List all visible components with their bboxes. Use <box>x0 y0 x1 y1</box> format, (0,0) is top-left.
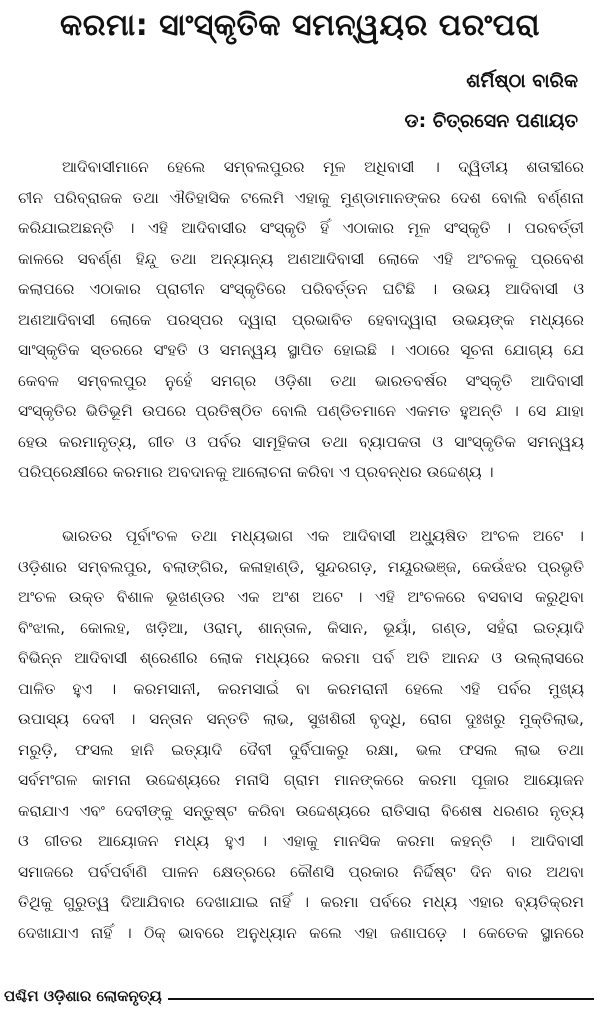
footer-rule <box>168 998 594 1000</box>
coauthor-name: ଡ: ଚିତ୍ରସେନ ପଣାୟତ <box>404 110 578 132</box>
text-line: ବିଂଝାଲ, କୋଲହ, ଖଡ଼ିଆ, ଓରାମ୍, ଶାନ୍ତାଳ, କିସାନ, ଭୂୟାଁ, ଗଣ୍ଡ, ସହଁରା ଇତ୍ୟାଦି <box>18 618 584 637</box>
article-title: କରମା: ସାଂସ୍କୃତିକ ସମନ୍ୱୟର ପରଂପରା <box>60 8 540 43</box>
text-line: ଭାରତର ପୂର୍ବାଂଚଳ ତଥା ମଧ୍ୟଭାଗ ଏକ ଆଦିବାସୀ ଅଧ୍ୟୁଷିତ ଅଂଚଳ ଅଟେ । <box>62 527 584 545</box>
text-line: କଲାପରେ ଏଠାକାର ପ୍ରାଚୀନ ସଂସ୍କୃତିରେ ପରିବର୍ତ୍ତନ ଘଟିଛି । ଉଭୟ ଆଦିବାସୀ ଓ <box>18 280 584 298</box>
text-line: ସମାଜରେ ପର୍ବପର୍ବାଣି ପାଳନ କ୍ଷେତ୍ରରେ କୌଣସି ପ୍ରକାର ନିର୍ଦ୍ଦିଷ୍ଟ ଦିନ ବାର ଅଥବା <box>18 862 584 881</box>
text-line: ଆଦିବାସୀମାନେ ହେଲେ ସମ୍ବଲପୁରର ମୂଳ ଅଧିବାସୀ । ଦ୍ୱିତୀୟ ଶତାବ୍ଦୀରେ <box>62 158 584 176</box>
text-line: ପାଳିତ ହୁଏ । କରମସାନୀ, କରମସାଇଁ ବା କରମରାନୀ ହେଲେ ଏହି ପର୍ବର ମୁଖ୍ୟ <box>18 679 584 698</box>
text-line: ବିଭିନ୍ନ ଆଦିବାସୀ ଶ୍ରେଣୀର ଲୋକ ମଧ୍ୟରେ କରମା ପର୍ବ ଅତି ଆନନ୍ଦ ଓ ଉଲ୍ଲାସରେ <box>18 649 584 667</box>
text-line: କେବଳ ସମ୍ବଲପୁର ନୁହେଁ ସମଗ୍ର ଓଡ଼ିଶା ତଥା ଭାରତବର୍ଷର ସଂସ୍କୃତି ଆଦିବାସୀ <box>18 371 584 390</box>
text-line: ସଂସ୍କୃତିର ଭିତିଭୂମି ଉପରେ ପ୍ରତିଷ୍ଠିତ ବୋଲି ପଣ୍ଡିତମାନେ ଏକମତ ହୁଅନ୍ତି । ସେ ଯାହା <box>18 402 584 420</box>
text-line: କାଳରେ ସବର୍ଣ୍ଣ ହିନ୍ଦୁ ତଥା ଅନ୍ୟାନ୍ୟ ଅଣଆଦିବାସୀ ଲୋକେ ଏହି ଅଂଚଳକୁ ପ୍ରବେଶ <box>18 249 584 268</box>
footer-text: ପଶ୍ଚିମ ଓଡ଼ିଶାର ଲୋକନୃତ୍ୟ <box>4 987 162 1005</box>
running-footer <box>4 981 594 1011</box>
text-line: ଉପାସ୍ୟ ଦେବୀ । ସନ୍ତାନ ସନ୍ତତି ଲାଭ, ସୁଖଶିରୀ ବୃଦ୍ଧି, ରୋଗ ଦୁଃଖରୁ ମୁକ୍ତିଲାଭ, <box>18 710 584 728</box>
text-line: ପରିପ୍ରେକ୍ଷୀରେ କରମାର ଅବଦାନକୁ ଆଲୋଚନା କରିବା ଏ ପ୍ରବନ୍ଧର ଉଦ୍ଦେଶ୍ୟ । <box>18 463 494 481</box>
text-line: ଓଡ଼ିଶାର ସମ୍ବଲପୁର, ବଲାଙ୍ଗିର, କଳାହାଣ୍ଡି, ସୁନ୍ଦରଗଡ଼, ମୟୂରଭଞ୍ଜ, କେଉଁଝର ପ୍ରଭୃତି <box>18 557 584 576</box>
text-line: ଚୀନ ପରିବ୍ରାଜକ ତଥା ଐତିହାସିକ ଟଲେମି ଏହାକୁ ମୁଣ୍ଡାମାନଙ୍କର ଦେଶ ବୋଲି ବର୍ଣ୍ଣନା <box>18 188 584 207</box>
author-name: ଶର୍ମିଷ୍ଠା ବାରିକ <box>466 70 578 92</box>
text-line: ଓ ଗୀତର ଆୟୋଜନ ମଧ୍ୟ ହୁଏ । ଏହାକୁ ମାନସିକ କରମା କହନ୍ତି । ଆଦିବାସୀ <box>18 832 584 850</box>
text-line: ଅଂଚଳ ଉକ୍ତ ବିଶାଳ ଭୂଖଣ୍ଡର ଏକ ଅଂଶ ଅଟେ । ଏହି ଅଂଚଳରେ ବସବାସ କରୁଥିବା <box>18 588 584 606</box>
text-line: କରାଯାଏ ଏବଂ ଦେବୀଙ୍କୁ ସନ୍ତୁଷ୍ଟ କରିବା ଉଦ୍ଦେଶ୍ୟରେ ରାତିସାରା ବିଶେଷ ଧରଣର ନୃତ୍ୟ <box>18 801 584 820</box>
paragraph-2 <box>18 521 584 948</box>
text-line: ସାଂସ୍କୃତିକ ସ୍ତରରେ ସଂହତି ଓ ସମନ୍ୱୟ ସ୍ଥାପିତ ହୋଇଛି । ଏଠାରେ ସୂଚନା ଯୋଗ୍ୟ ଯେ <box>18 341 584 359</box>
text-line: ହେଉ କରମାନୃତ୍ୟ, ଗୀତ ଓ ପର୍ବର ସାମୂହିକତା ତଥା ବ୍ୟାପକତା ଓ ସାଂସ୍କୃତିକ ସମନ୍ୱୟ <box>18 432 584 451</box>
text-line: ଅଣଆଦିବାସୀ ଲୋକେ ପରସ୍ପର ଦ୍ୱାରା ପ୍ରଭାବିତ ହେବାଦ୍ୱାରା ଉଭୟଙ୍କ ମଧ୍ୟରେ <box>18 310 584 329</box>
paragraph-1 <box>18 152 584 488</box>
text-line: ମରୁଡ଼ି, ଫସଲ ହାନି ଇତ୍ୟାଦି ଦୈବୀ ଦୁର୍ବିପାକରୁ ରକ୍ଷା, ଭଲ ଫସଲ ଲାଭ ତଥା <box>18 740 584 759</box>
text-line: ଦେଖାଯାଏ ନାହିଁ । ଠିକ୍ ଭାବରେ ଅନୁଧ୍ୟାନ କଲେ ଏହା ଜଣାପଡ଼େ । କେତେକ ସ୍ଥାନରେ <box>18 923 584 942</box>
text-line: କରିଯାଇଅଛନ୍ତି । ଏହି ଆଦିବାସୀର ସଂସ୍କୃତି ହିଁ ଏଠାକାର ମୂଳ ସଂସ୍କୃତି । ପରବର୍ତ୍ତୀ <box>18 219 584 237</box>
text-line: ସର୍ବମଂଗଳ କାମନା ଉଦ୍ଦେଶ୍ୟରେ ମନାସି ଗ୍ରାମ ମାନଙ୍କରେ କରମା ପୂଜାର ଆୟୋଜନ <box>18 771 584 789</box>
text-line: ତିଥିକୁ ଗୁରୁତ୍ୱ ଦିଆଯିବାର ଦେଖାଯାଇ ନାହିଁ । କରମା ପର୍ବରେ ମଧ୍ୟ ଏହାର ବ୍ୟତିକ୍ରମ <box>18 893 584 911</box>
